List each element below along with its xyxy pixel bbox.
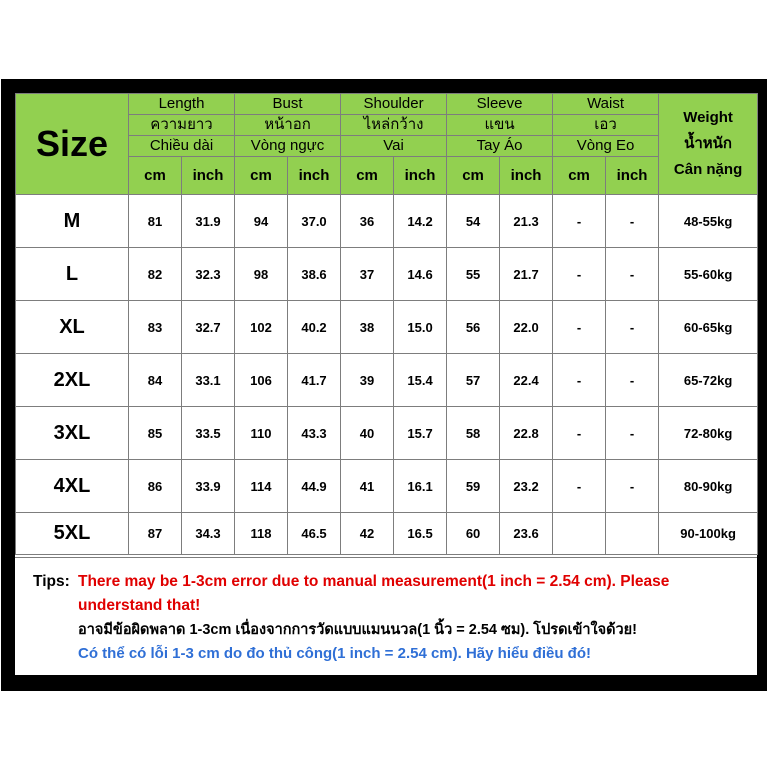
length-unit-inch: inch [182,157,235,195]
waist-cm-cell [553,513,606,555]
sleeve-inch-cell: 22.0 [500,301,553,354]
shoulder-inch-cell: 14.6 [394,248,447,301]
bust-cm-cell: 102 [235,301,288,354]
waist-header-vi: Vòng Eo [553,136,659,157]
length-cm-cell: 81 [129,195,182,248]
sleeve-cm-cell: 57 [447,354,500,407]
waist-inch-cell: - [606,460,659,513]
bust-inch-cell: 44.9 [288,460,341,513]
length-inch-cell: 33.9 [182,460,235,513]
waist-inch-cell [606,513,659,555]
waist-inch-cell: - [606,301,659,354]
table-row [16,354,758,407]
tips-english-line2: understand that! [78,597,201,614]
shoulder-cm-cell: 39 [341,354,394,407]
sleeve-cm-cell: 55 [447,248,500,301]
weight-header-vi: Cân nặng [673,161,743,178]
tips-english-line1: There may be 1-3cm error due to manual measurement(1 inch = 2.54 cm). Please [78,573,670,590]
shoulder-unit-cm: cm [341,157,394,195]
bust-inch-cell: 38.6 [288,248,341,301]
shoulder-cm-cell: 40 [341,407,394,460]
size-cell: M [16,195,129,248]
length-cm-cell: 84 [129,354,182,407]
shoulder-inch-cell: 14.2 [394,195,447,248]
length-cm-cell: 83 [129,301,182,354]
waist-header-en: Waist [553,94,659,115]
bust-inch-cell: 37.0 [288,195,341,248]
size-cell: 2XL [16,354,129,407]
sleeve-cm-cell: 59 [447,460,500,513]
shoulder-cm-cell: 42 [341,513,394,555]
bust-inch-cell: 41.7 [288,354,341,407]
sleeve-inch-cell: 21.3 [500,195,553,248]
bust-cm-cell: 98 [235,248,288,301]
waist-cm-cell: - [553,460,606,513]
waist-unit-cm: cm [553,157,606,195]
sleeve-inch-cell: 23.2 [500,460,553,513]
shoulder-cm-cell: 41 [341,460,394,513]
shoulder-header-en: Shoulder [341,94,447,115]
bust-cm-cell: 118 [235,513,288,555]
shoulder-inch-cell: 15.4 [394,354,447,407]
bust-cm-cell: 114 [235,460,288,513]
length-cm-cell: 85 [129,407,182,460]
sleeve-cm-cell: 56 [447,301,500,354]
sleeve-cm-cell: 60 [447,513,500,555]
sleeve-inch-cell: 22.8 [500,407,553,460]
weight-cell: 72-80kg [659,407,758,460]
table-row [16,301,758,354]
table-row [16,248,758,301]
size-cell: XL [16,301,129,354]
bust-cm-cell: 106 [235,354,288,407]
sleeve-cm-cell: 54 [447,195,500,248]
length-inch-cell: 33.5 [182,407,235,460]
bust-header-th: หน้าอก [235,115,341,136]
tips-label: Tips: [33,573,70,590]
length-inch-cell: 31.9 [182,195,235,248]
table-row [16,460,758,513]
length-unit-cm: cm [129,157,182,195]
length-cm-cell: 87 [129,513,182,555]
sleeve-header-en: Sleeve [447,94,553,115]
weight-cell: 48-55kg [659,195,758,248]
length-inch-cell: 33.1 [182,354,235,407]
weight-header [659,94,758,195]
size-chart-frame [1,79,767,691]
weight-cell: 90-100kg [659,513,758,555]
shoulder-cm-cell: 37 [341,248,394,301]
bust-inch-cell: 43.3 [288,407,341,460]
size-header: Size [16,94,129,195]
shoulder-inch-cell: 15.0 [394,301,447,354]
tips-vietnamese: Có thể có lỗi 1-3 cm do đo thủ công(1 inch = 2.54 cm). Hãy hiểu điều đó! [78,645,591,662]
size-cell: 5XL [16,513,129,555]
shoulder-inch-cell: 16.5 [394,513,447,555]
waist-inch-cell: - [606,407,659,460]
sleeve-header-th: แขน [447,115,553,136]
size-cell: 3XL [16,407,129,460]
bust-header-en: Bust [235,94,341,115]
length-cm-cell: 82 [129,248,182,301]
length-inch-cell: 32.7 [182,301,235,354]
waist-inch-cell: - [606,354,659,407]
waist-cm-cell: - [553,301,606,354]
size-cell: L [16,248,129,301]
shoulder-cm-cell: 38 [341,301,394,354]
bust-inch-cell: 40.2 [288,301,341,354]
length-header-vi: Chiều dài [129,136,235,157]
weight-cell: 60-65kg [659,301,758,354]
sleeve-cm-cell: 58 [447,407,500,460]
waist-cm-cell: - [553,248,606,301]
length-inch-cell: 34.3 [182,513,235,555]
size-table [15,93,758,555]
shoulder-header-th: ไหล่กว้าง [341,115,447,136]
table-row [16,407,758,460]
sleeve-inch-cell: 21.7 [500,248,553,301]
bust-cm-cell: 110 [235,407,288,460]
waist-header-th: เอว [553,115,659,136]
sleeve-inch-cell: 22.4 [500,354,553,407]
weight-header-en: Weight [683,109,733,126]
table-row [16,513,758,555]
waist-cm-cell: - [553,354,606,407]
bust-cm-cell: 94 [235,195,288,248]
sleeve-unit-cm: cm [447,157,500,195]
sleeve-inch-cell: 23.6 [500,513,553,555]
tips-thai: อาจมีข้อผิดพลาด 1-3cm เนื่องจากการวัดแบบแมนนวล(1 นิ้ว = 2.54 ซม). โปรดเข้าใจด้วย! [78,622,637,638]
length-cm-cell: 86 [129,460,182,513]
waist-cm-cell: - [553,195,606,248]
bust-unit-cm: cm [235,157,288,195]
waist-inch-cell: - [606,248,659,301]
waist-unit-inch: inch [606,157,659,195]
weight-cell: 80-90kg [659,460,758,513]
sleeve-unit-inch: inch [500,157,553,195]
tips-section [15,557,757,676]
sleeve-header-vi: Tay Áo [447,136,553,157]
length-header-th: ความยาว [129,115,235,136]
weight-cell: 55-60kg [659,248,758,301]
waist-inch-cell: - [606,195,659,248]
table-row [16,195,758,248]
size-cell: 4XL [16,460,129,513]
length-inch-cell: 32.3 [182,248,235,301]
weight-header-th: น้ำหนัก [684,135,733,152]
bust-header-vi: Vòng ngực [235,136,341,157]
shoulder-inch-cell: 16.1 [394,460,447,513]
shoulder-inch-cell: 15.7 [394,407,447,460]
length-header-en: Length [129,94,235,115]
weight-cell: 65-72kg [659,354,758,407]
bust-unit-inch: inch [288,157,341,195]
shoulder-unit-inch: inch [394,157,447,195]
shoulder-cm-cell: 36 [341,195,394,248]
bust-inch-cell: 46.5 [288,513,341,555]
size-chart [15,93,757,675]
shoulder-header-vi: Vai [341,136,447,157]
waist-cm-cell: - [553,407,606,460]
